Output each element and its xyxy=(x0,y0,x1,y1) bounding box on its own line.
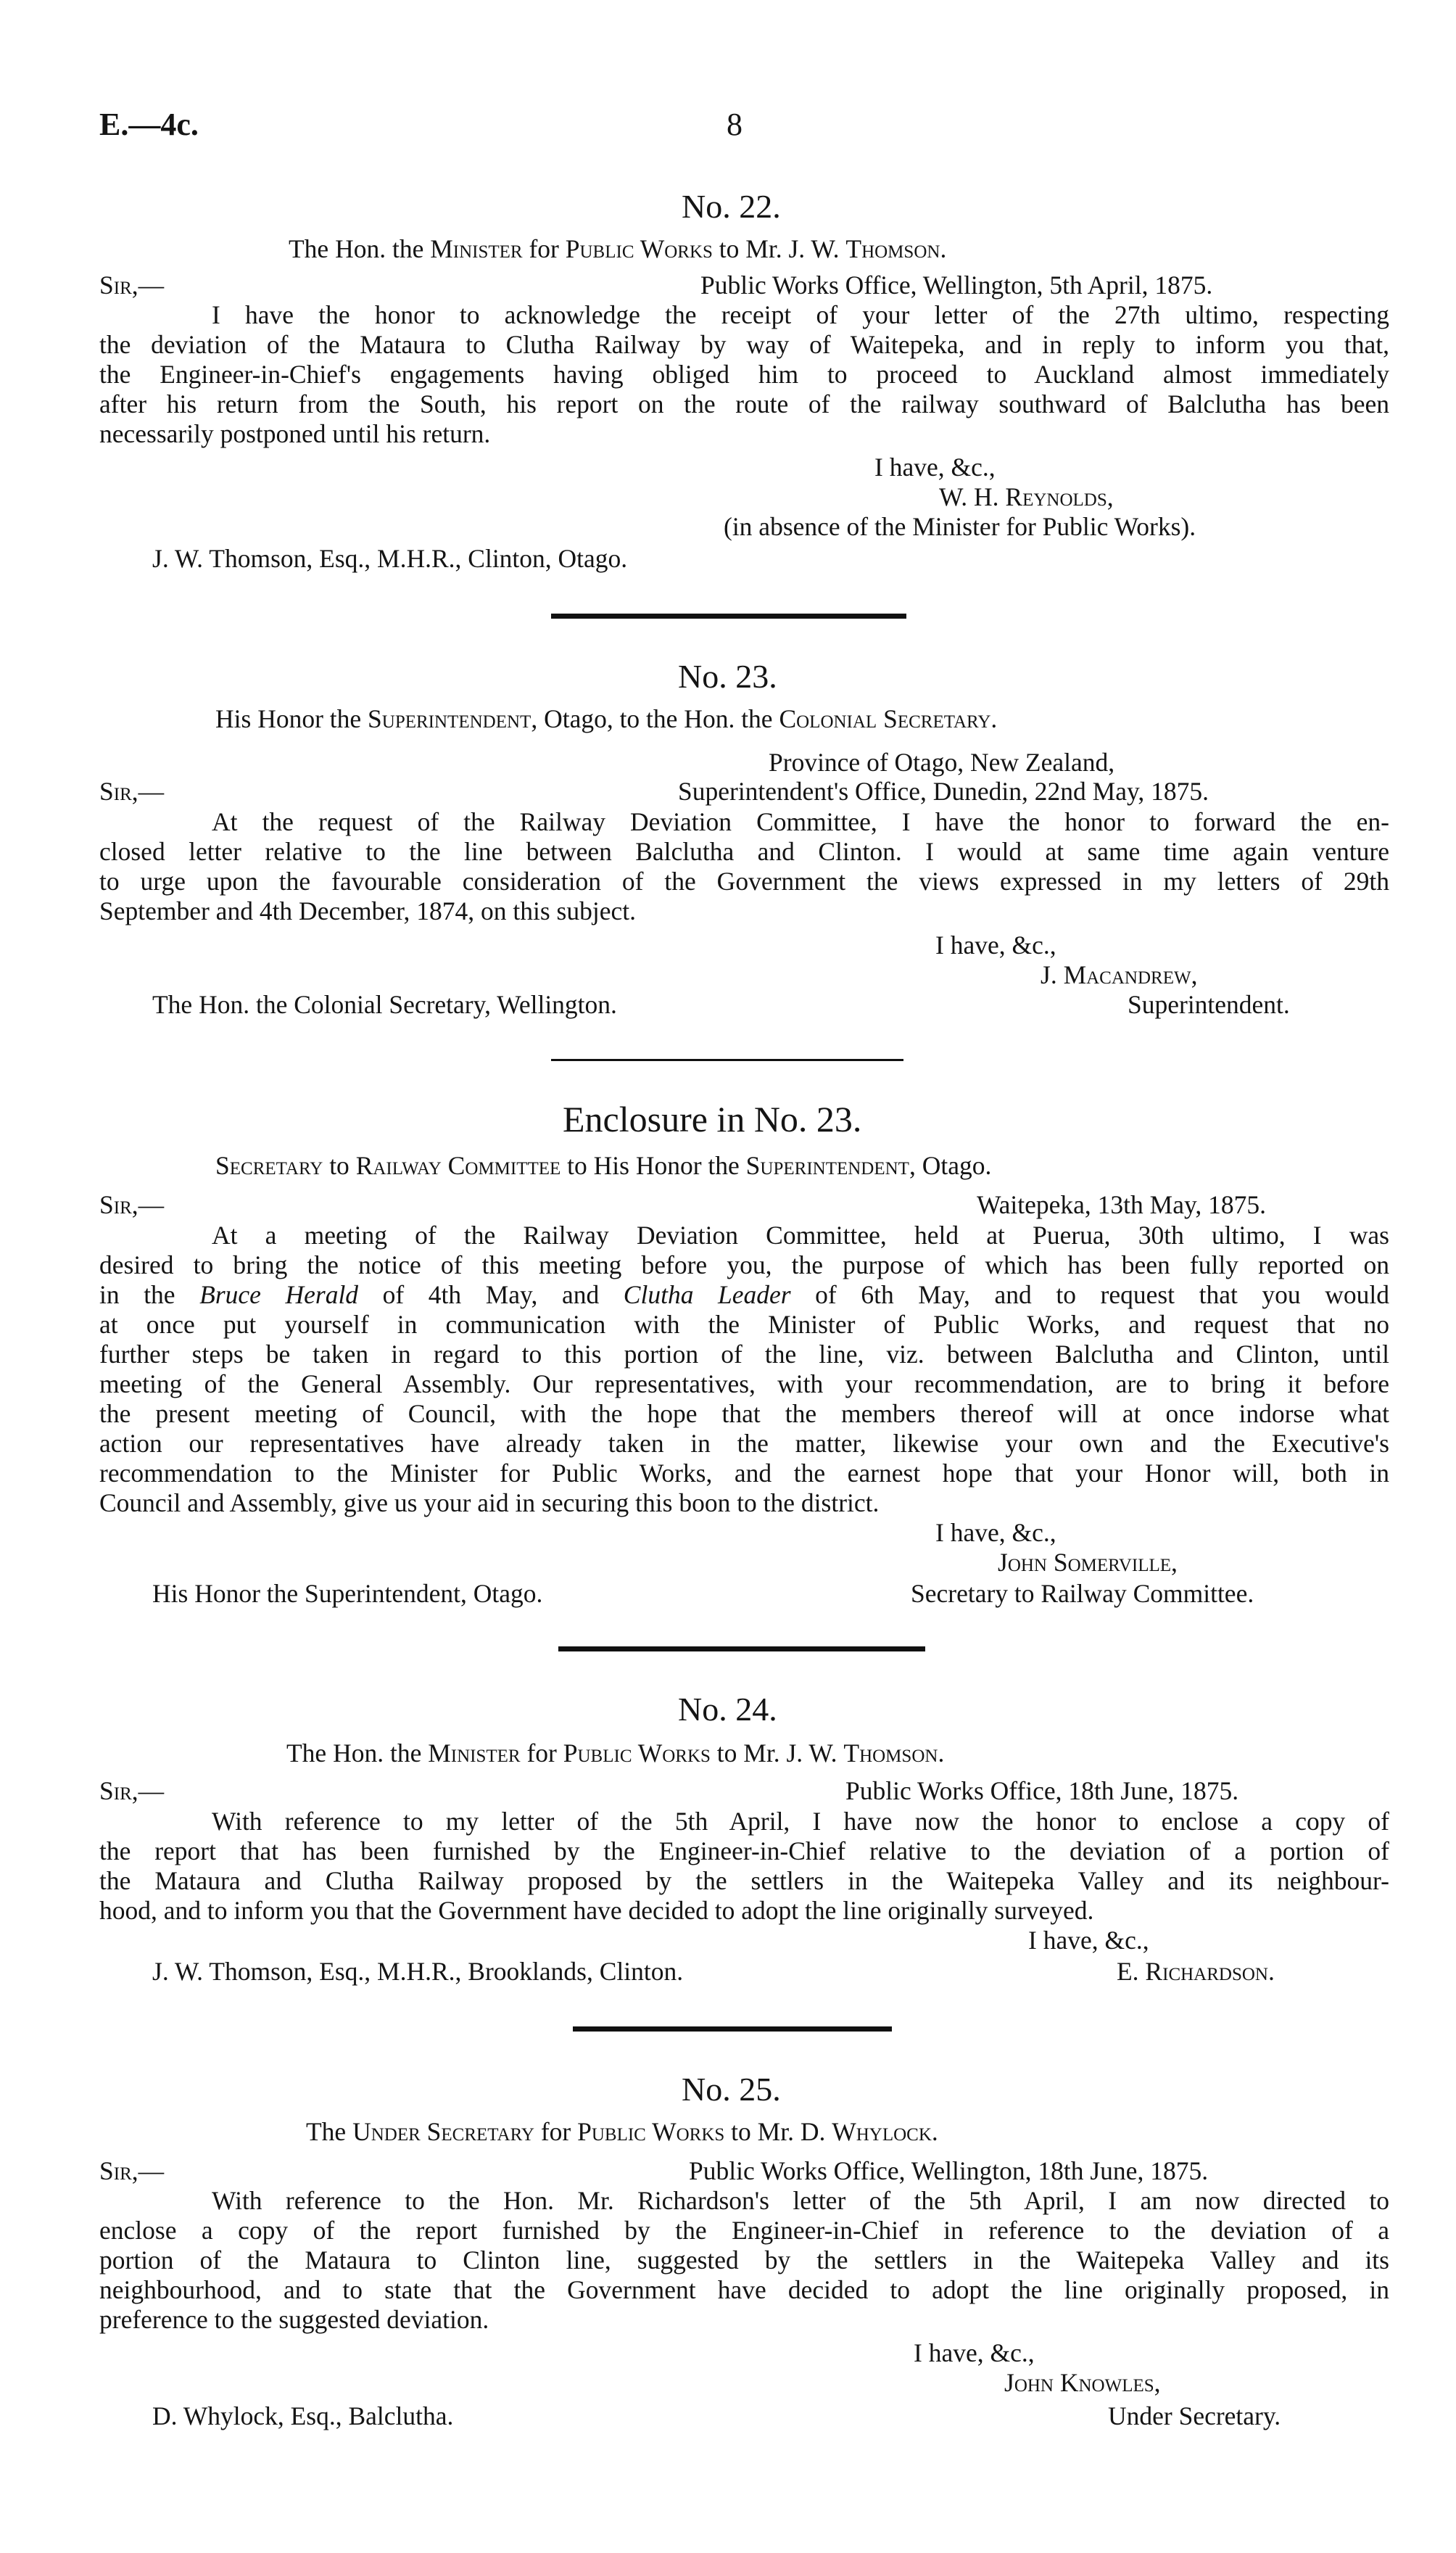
body-line: the present meeting of Council, with the hope that the members thereof will at once indorse what xyxy=(99,1399,1389,1428)
body-line: September and 4th December, 1874, on this subject. xyxy=(99,896,636,925)
salutation: Sir,— xyxy=(99,271,165,300)
section-divider xyxy=(551,614,906,619)
recipient: J. W. Thomson, Esq., M.H.R., Clinton, Otago. xyxy=(152,544,628,573)
closing: I have, &c., xyxy=(935,931,1056,960)
letter-address: The Hon. the Minister for Public Works to Mr. J. W. Thomson. xyxy=(286,1739,945,1768)
letter-address: Secretary to Railway Committee to His Honor the Superintendent, Otago. xyxy=(215,1151,992,1180)
dateline: Waitepeka, 13th May, 1875. xyxy=(977,1190,1267,1219)
body-line: the Mataura and Clutha Railway proposed by the settlers in the Waitepeka Valley and its neighbour- xyxy=(99,1866,1389,1895)
salutation: Sir,— xyxy=(99,1776,165,1805)
body-line: With reference to the Hon. Mr. Richardson's letter of the 5th April, I am now directed to xyxy=(212,2186,1389,2215)
letter-heading: Enclosure in No. 23. xyxy=(563,1099,862,1139)
salutation: Sir,— xyxy=(99,1190,165,1219)
section-divider xyxy=(573,2026,892,2032)
closing: I have, &c., xyxy=(1028,1926,1149,1955)
signature: John Somerville, xyxy=(998,1548,1178,1577)
closing: I have, &c., xyxy=(874,453,996,482)
dateline: Public Works Office, 18th June, 1875. xyxy=(845,1776,1239,1805)
salutation: Sir,— xyxy=(99,777,165,806)
body-line: At a meeting of the Railway Deviation Committee, held at Puerua, 30th ultimo, I was xyxy=(212,1221,1389,1250)
signature: E. Richardson. xyxy=(1117,1957,1275,1986)
body-line: At the request of the Railway Deviation Committee, I have the honor to forward the en- xyxy=(212,807,1389,836)
letter-heading: No. 23. xyxy=(678,658,777,695)
signature-title: Superintendent. xyxy=(1128,990,1290,1019)
body-line: portion of the Mataura to Clinton line, suggested by the settlers in the Waitepeka Valley and its xyxy=(99,2245,1389,2274)
body-line: meeting of the General Assembly. Our representatives, with your recommendation, are to bring it before xyxy=(99,1369,1389,1398)
body-line: necessarily postponed until his return. xyxy=(99,419,491,448)
body-line: closed letter relative to the line between Balclutha and Clinton. I would at same time again venture xyxy=(99,837,1389,866)
body-line: hood, and to inform you that the Government have decided to adopt the line originally surveyed. xyxy=(99,1896,1094,1925)
body-line: the deviation of the Mataura to Clutha Railway by way of Waitepeka, and in reply to inform you that, xyxy=(99,330,1389,359)
body-line: preference to the suggested deviation. xyxy=(99,2305,489,2334)
signature: J. Macandrew, xyxy=(1041,960,1198,989)
recipient: D. Whylock, Esq., Balclutha. xyxy=(152,2401,454,2430)
body-line: action our representatives have already taken in the matter, likewise your own and the Executive's xyxy=(99,1429,1389,1458)
letter-heading: No. 22. xyxy=(682,188,781,225)
body-line: enclose a copy of the report furnished by the Engineer-in-Chief in reference to the deviation of a xyxy=(99,2216,1389,2245)
recipient: The Hon. the Colonial Secretary, Wellington. xyxy=(152,990,617,1019)
section-divider xyxy=(558,1646,925,1651)
dateline: Superintendent's Office, Dunedin, 22nd May, 1875. xyxy=(678,777,1209,806)
body-line: I have the honor to acknowledge the receipt of your letter of the 27th ultimo, respecting xyxy=(212,300,1389,329)
dateline-province: Province of Otago, New Zealand, xyxy=(769,748,1115,777)
newspaper-title: Bruce Herald xyxy=(199,1280,359,1309)
section-divider xyxy=(551,1059,903,1061)
body-line: the report that has been furnished by the Engineer-in-Chief relative to the deviation of a portion of xyxy=(99,1836,1389,1865)
page-reference: E.—4c. xyxy=(99,107,199,142)
signature-note: (in absence of the Minister for Public Works). xyxy=(724,512,1196,541)
signature: W. H. Reynolds, xyxy=(939,482,1114,511)
recipient: J. W. Thomson, Esq., M.H.R., Brooklands, Clinton. xyxy=(152,1957,684,1986)
closing: I have, &c., xyxy=(935,1518,1056,1547)
body-line: neighbourhood, and to state that the Government have decided to adopt the line originally proposed, in xyxy=(99,2275,1389,2304)
signature-title: Secretary to Railway Committee. xyxy=(911,1579,1254,1608)
body-line: further steps be taken in regard to this portion of the line, viz. between Balclutha and Clinton, until xyxy=(99,1340,1389,1369)
recipient: His Honor the Superintendent, Otago. xyxy=(152,1579,543,1608)
closing: I have, &c., xyxy=(914,2338,1035,2367)
dateline: Public Works Office, Wellington, 5th April, 1875. xyxy=(700,271,1213,300)
body-line: desired to bring the notice of this meeting before you, the purpose of which has been fully reported on xyxy=(99,1250,1389,1279)
newspaper-title: Clutha Leader xyxy=(623,1280,791,1309)
salutation: Sir,— xyxy=(99,2156,165,2185)
body-line: With reference to my letter of the 5th April, I have now the honor to enclose a copy of xyxy=(212,1807,1389,1836)
body-line: at once put yourself in communication with the Minister of Public Works, and request that no xyxy=(99,1310,1389,1339)
signature-title: Under Secretary. xyxy=(1108,2401,1281,2430)
body-line: the Engineer-in-Chief's engagements having obliged him to proceed to Auckland almost immediately xyxy=(99,360,1389,389)
signature: John Knowles, xyxy=(1004,2368,1161,2397)
letter-address: The Under Secretary for Public Works to Mr. D. Whylock. xyxy=(306,2117,938,2146)
body-line: recommendation to the Minister for Public Works, and the earnest hope that your Honor will, both in xyxy=(99,1459,1389,1488)
letter-address: His Honor the Superintendent, Otago, to the Hon. the Colonial Secretary. xyxy=(215,704,998,733)
letter-address: The Hon. the Minister for Public Works to Mr. J. W. Thomson. xyxy=(289,234,947,263)
body-line: after his return from the South, his report on the route of the railway southward of Balclutha has been xyxy=(99,389,1389,418)
letter-heading: No. 24. xyxy=(678,1691,777,1728)
body-line: in the Bruce Herald of 4th May, and Clutha Leader of 6th May, and to request that you would xyxy=(99,1280,1389,1309)
letter-heading: No. 25. xyxy=(682,2071,781,2108)
page-number: 8 xyxy=(727,107,743,142)
dateline: Public Works Office, Wellington, 18th June, 1875. xyxy=(689,2156,1209,2185)
body-line: Council and Assembly, give us your aid in securing this boon to the district. xyxy=(99,1488,880,1517)
body-line: to urge upon the favourable consideration of the Government the views expressed in my letters of 29th xyxy=(99,867,1389,896)
